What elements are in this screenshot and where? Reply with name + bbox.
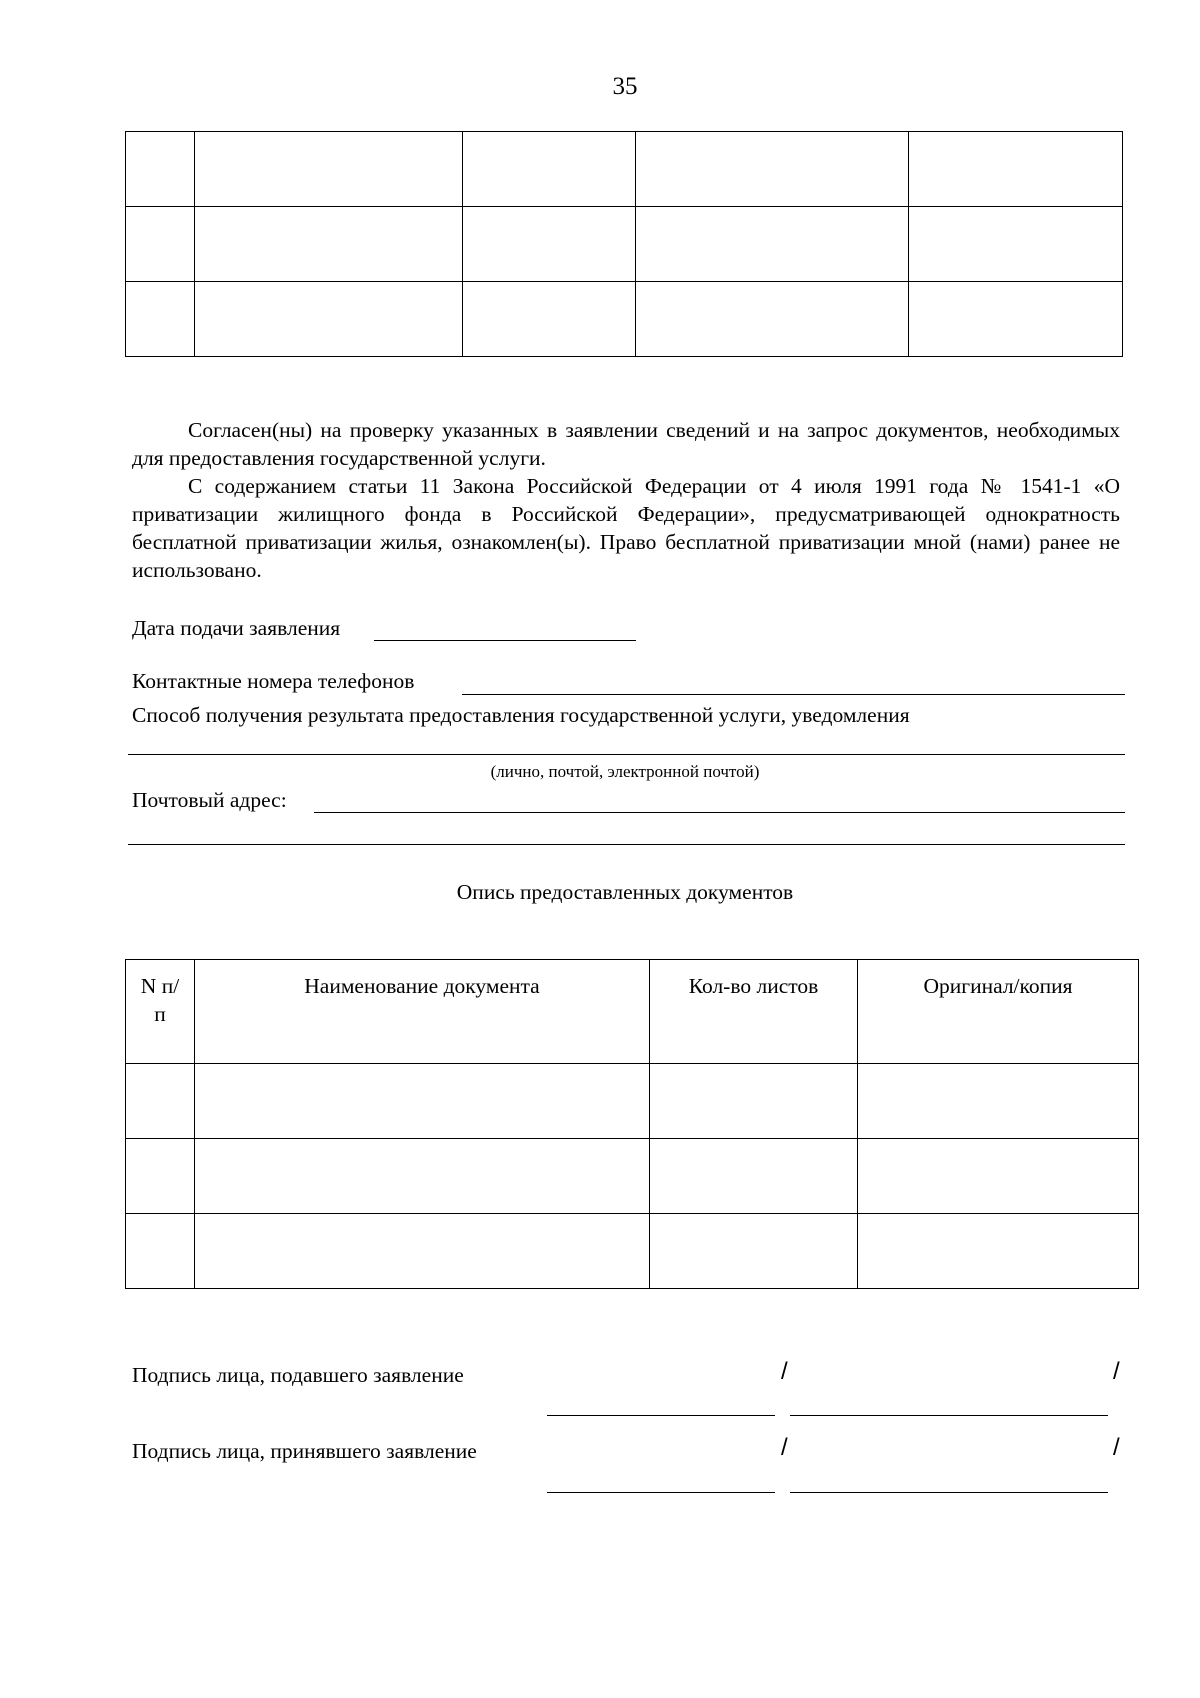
table-cell[interactable] bbox=[650, 1214, 858, 1289]
signature-separator: / bbox=[781, 1434, 788, 1461]
inventory-title: Опись предоставленных документов bbox=[456, 880, 794, 904]
table-cell[interactable] bbox=[650, 1064, 858, 1139]
receiver-signature-field[interactable] bbox=[547, 1492, 775, 1493]
table-cell[interactable] bbox=[195, 207, 463, 282]
table-cell[interactable] bbox=[463, 132, 636, 207]
consent-paragraph-2: С содержанием статьи 11 Закона Российской Федерации от 4 июля 1991 года № 1541-1 «О приватизации жилищного фонда в Российской Федерации», предусматривающей однократность бесплатной приватизации жилья, ознакомлен(ы). Право бесплатной приватизации мной (нами) ранее не использовано. bbox=[132, 474, 1120, 582]
table-cell[interactable] bbox=[909, 207, 1123, 282]
table-cell[interactable] bbox=[126, 132, 195, 207]
table-cell[interactable] bbox=[195, 1214, 650, 1289]
address-field-line-2[interactable] bbox=[128, 844, 1125, 845]
receiver-name-field[interactable] bbox=[790, 1492, 1108, 1493]
phones-field[interactable] bbox=[462, 694, 1125, 695]
table-cell[interactable] bbox=[463, 207, 636, 282]
table-cell[interactable] bbox=[909, 282, 1123, 357]
table-header-row bbox=[126, 960, 1139, 1064]
table-cell[interactable] bbox=[858, 1214, 1139, 1289]
table-cell[interactable] bbox=[858, 1064, 1139, 1139]
column-header-name: Наименование документа bbox=[195, 960, 650, 1064]
column-header-sheets: Кол-во листов bbox=[650, 960, 858, 1064]
page-number: 35 bbox=[612, 73, 638, 100]
table-cell[interactable] bbox=[636, 132, 909, 207]
applicant-signature-label: Подпись лица, подавшего заявление bbox=[132, 1363, 464, 1387]
table-cell[interactable] bbox=[126, 1139, 195, 1214]
table-cell[interactable] bbox=[858, 1139, 1139, 1214]
method-field[interactable] bbox=[128, 754, 1125, 755]
phones-label: Контактные номера телефонов bbox=[132, 669, 415, 693]
address-label: Почтовый адрес: bbox=[132, 788, 287, 812]
table-cell[interactable] bbox=[650, 1139, 858, 1214]
method-hint: (лично, почтой, электронной почтой) bbox=[490, 762, 760, 781]
documents-table bbox=[125, 959, 1139, 1289]
signature-separator: / bbox=[1113, 1358, 1120, 1385]
signature-separator: / bbox=[1113, 1434, 1120, 1461]
table-row bbox=[126, 132, 1123, 207]
table-cell[interactable] bbox=[636, 282, 909, 357]
table-cell[interactable] bbox=[195, 132, 463, 207]
column-header-type: Оригинал/копия bbox=[858, 960, 1139, 1064]
column-header-number: N п/п bbox=[126, 960, 195, 1064]
consent-text bbox=[132, 416, 1120, 584]
table-cell[interactable] bbox=[126, 1064, 195, 1139]
table-row bbox=[126, 207, 1123, 282]
signature-separator: / bbox=[781, 1358, 788, 1385]
address-field[interactable] bbox=[314, 812, 1125, 813]
table-cell[interactable] bbox=[195, 282, 463, 357]
table-cell[interactable] bbox=[195, 1064, 650, 1139]
table-cell[interactable] bbox=[126, 1214, 195, 1289]
table-row bbox=[126, 1064, 1139, 1139]
consent-paragraph-1: Согласен(ны) на проверку указанных в заявлении сведений и на запрос документов, необходимых для предоставления государственной услуги. bbox=[132, 418, 1120, 470]
applicant-name-field[interactable] bbox=[790, 1415, 1108, 1416]
table-cell[interactable] bbox=[909, 132, 1123, 207]
date-label: Дата подачи заявления bbox=[132, 616, 341, 640]
table-row bbox=[126, 1214, 1139, 1289]
table-row bbox=[126, 1139, 1139, 1214]
receiver-signature-label: Подпись лица, принявшего заявление bbox=[132, 1439, 477, 1463]
top-table bbox=[125, 131, 1123, 357]
method-label: Способ получения результата предоставления государственной услуги, уведомления bbox=[132, 703, 910, 727]
table-cell[interactable] bbox=[463, 282, 636, 357]
applicant-signature-field[interactable] bbox=[547, 1415, 775, 1416]
date-field[interactable] bbox=[374, 640, 636, 641]
table-cell[interactable] bbox=[126, 207, 195, 282]
table-cell[interactable] bbox=[636, 207, 909, 282]
table-cell[interactable] bbox=[195, 1139, 650, 1214]
table-row bbox=[126, 282, 1123, 357]
table-cell[interactable] bbox=[126, 282, 195, 357]
